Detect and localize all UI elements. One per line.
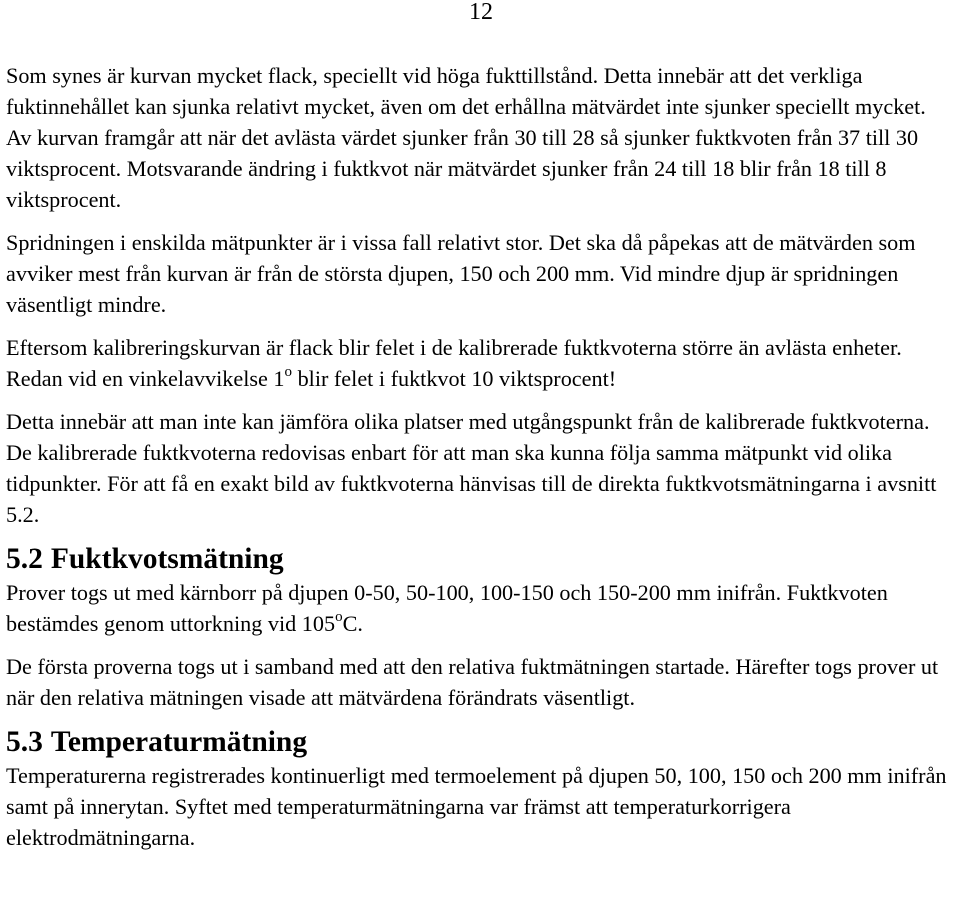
document-body	[6, 60, 954, 853]
page-number: 12	[469, 0, 493, 25]
paragraph-text: Prover togs ut med kärnborr på djupen 0-50, 50-100, 100-150 och 150-200 mm inifrån. Fuktkvoten bestämdes genom uttorkning vid 105	[6, 580, 888, 636]
paragraph-curve-flatness: Som synes är kurvan mycket flack, speciellt vid höga fukttillstånd. Detta innebär att det verkliga fuktinnehållet kan sjunka relativt mycket, även om det erhållna mätvärdet inte sjunker speciellt mycket. Av kurvan framgår att när det avlästa värdet sjunker från 30 till 28 så sjunker fuktkvoten från 37 till 30 viktsprocent. Motsvarande ändring i fuktkvot när mätvärdet sjunker från 24 till 18 blir från 18 till 8 viktsprocent.	[6, 63, 926, 212]
paragraph-text: C.	[342, 611, 363, 636]
paragraph-text: Eftersom kalibreringskurvan är flack blir felet i de kalibrerade fuktkvoterna större än avlästa enheter. Redan vid en vinkelavvikelse 1	[6, 335, 902, 391]
section-heading-5-2	[6, 542, 954, 576]
paragraph-text: blir felet i fuktkvot 10 viktsprocent!	[292, 366, 617, 391]
section-heading-5-3	[6, 725, 954, 759]
paragraph-calibration-error	[6, 332, 954, 394]
section-number: 5.3	[6, 726, 43, 758]
degree-superscript: o	[284, 364, 293, 380]
paragraph-scatter: Spridningen i enskilda mätpunkter är i vissa fall relativt stor. Det ska då påpekas att de mätvärden som avviker mest från kurvan är från de största djupen, 150 och 200 mm. Vid mindre djup är spridningen väsentligt mindre.	[6, 230, 916, 317]
paragraph-core-drilling	[6, 577, 954, 639]
paragraph-temperature: Temperaturerna registrerades kontinuerligt med termoelement på djupen 50, 100, 150 och 200 mm inifrån samt på innerytan. Syftet med temperaturmätningarna var främst att temperaturkorrigera elektrodmätningarna.	[6, 763, 947, 850]
section-title: Fuktkvotsmätning	[50, 543, 284, 575]
section-title: Temperaturmätning	[50, 726, 308, 758]
paragraph-first-samples: De första proverna togs ut i samband med att den relativa fuktmätningen startade. Härefter togs prover ut när den relativa mätningen visade att mätvärdena förändrats väsentligt.	[6, 654, 939, 710]
degree-superscript: o	[335, 609, 343, 625]
paragraph-comparison: Detta innebär att man inte kan jämföra olika platser med utgångspunkt från de kalibrerade fuktkvoterna. De kalibrerade fuktkvoterna redovisas enbart för att man ska kunna följa samma mätpunkt vid olika tidpunkter. För att få en exakt bild av fuktkvoterna hänvisas till de direkta fuktkvotsmätningarna i avsnitt 5.2.	[6, 409, 937, 527]
section-number: 5.2	[6, 543, 43, 575]
